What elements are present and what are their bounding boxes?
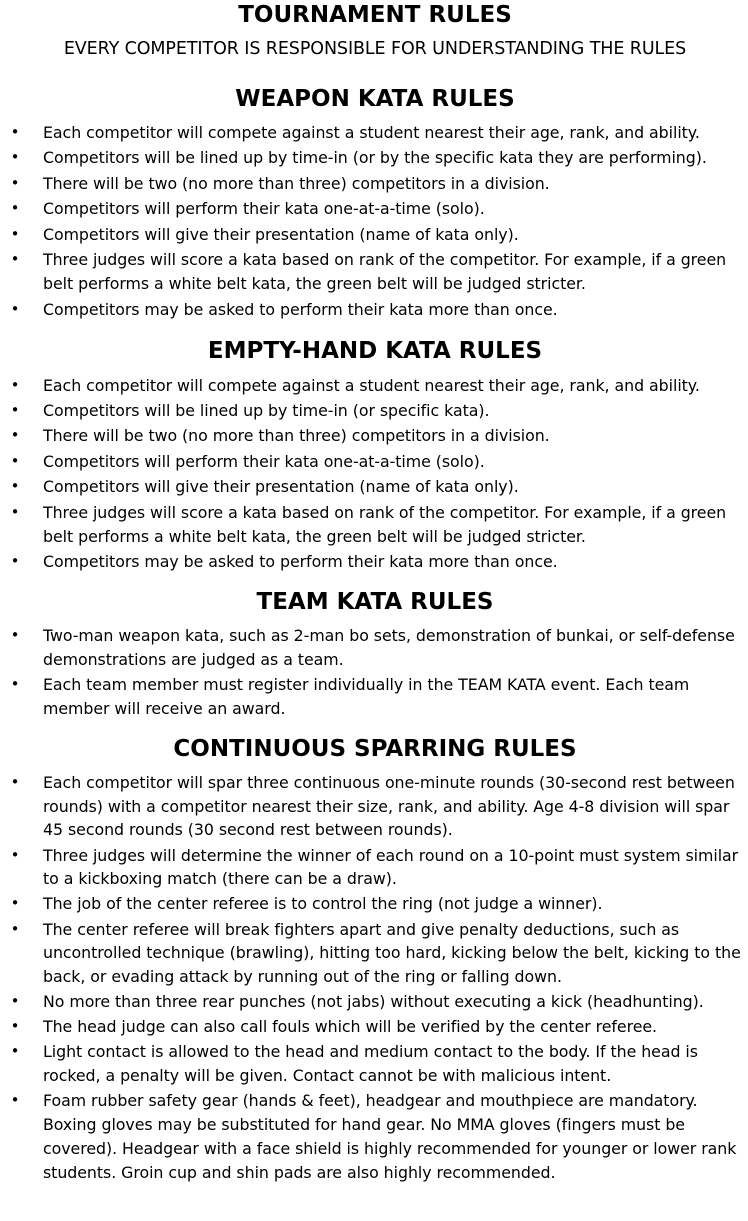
bullet-icon: • bbox=[10, 477, 20, 496]
rule-item bbox=[6, 501, 744, 549]
bullet-icon: • bbox=[10, 375, 20, 394]
document-subtitle: EVERY COMPETITOR IS RESPONSIBLE FOR UNDERSTANDING THE RULES bbox=[63, 39, 687, 59]
rule-text: Three judges will score a kata based on rank of the competitor. For example, if a green belt performs a white belt kata, the green belt will be judged stricter. bbox=[43, 250, 727, 294]
rule-text: No more than three rear punches (not jabs) without executing a kick (headhunting). bbox=[43, 992, 704, 1012]
rule-text: Three judges will score a kata based on rank of the competitor. For example, if a green belt performs a white belt kata, the green belt will be judged stricter. bbox=[43, 502, 727, 546]
empty-hand-kata-section bbox=[6, 337, 744, 575]
section-heading-empty-hand-kata: EMPTY-HAND KATA RULES bbox=[207, 337, 543, 364]
bullet-icon: • bbox=[10, 1091, 20, 1110]
rule-text: The head judge can also call fouls which will be verified by the center referee. bbox=[43, 1017, 658, 1037]
bullet-icon: • bbox=[10, 299, 20, 318]
bullet-icon: • bbox=[10, 426, 20, 445]
rule-text: Foam rubber safety gear (hands & feet), headgear and mouthpiece are mandatory. Boxing gloves may be substituted for hand gear. No MMA gloves (fingers must be covered). Headgear with a face shield is highly recommended for younger or lower rank students. Groin cup and shin pads are also highly recommended. bbox=[43, 1091, 737, 1182]
continuous-sparring-rule-list bbox=[6, 771, 744, 1185]
rule-item bbox=[6, 374, 744, 398]
rule-item bbox=[6, 223, 744, 247]
rule-text: Competitors may be asked to perform their kata more than once. bbox=[43, 552, 558, 572]
weapon-kata-section bbox=[6, 85, 744, 322]
bullet-icon: • bbox=[10, 400, 20, 419]
rule-item bbox=[6, 450, 744, 474]
rule-text: Light contact is allowed to the head and medium contact to the body. If the head is rocked, a penalty will be given. Contact cannot be with malicious intent. bbox=[43, 1042, 698, 1086]
bullet-icon: • bbox=[10, 1017, 20, 1036]
rule-text: Competitors will perform their kata one-at-a-time (solo). bbox=[43, 199, 485, 219]
rule-text: Competitors will perform their kata one-at-a-time (solo). bbox=[43, 451, 485, 471]
rule-item bbox=[6, 918, 744, 989]
rule-item bbox=[6, 424, 744, 448]
bullet-icon: • bbox=[10, 1042, 20, 1061]
rule-text: Each team member must register individually in the TEAM KATA event. Each team member will receive an award. bbox=[43, 675, 690, 719]
continuous-sparring-section bbox=[6, 735, 744, 1185]
rule-text: Competitors may be asked to perform their kata more than once. bbox=[43, 299, 558, 319]
rule-item bbox=[6, 475, 744, 499]
section-heading-weapon-kata: WEAPON KATA RULES bbox=[235, 86, 515, 112]
rule-text: There will be two (no more than three) competitors in a division. bbox=[43, 426, 550, 446]
bullet-icon: • bbox=[10, 123, 20, 141]
rule-item bbox=[6, 1040, 744, 1088]
rule-item bbox=[6, 892, 744, 916]
rule-text: Competitors will give their presentation (name of kata only). bbox=[43, 477, 519, 497]
bullet-icon: • bbox=[10, 224, 20, 243]
rule-text: Competitors will be lined up by time-in (or specific kata). bbox=[43, 400, 490, 420]
rule-text: Each competitor will compete against a student nearest their age, rank, and ability. bbox=[43, 123, 700, 142]
empty-hand-kata-rule-list bbox=[6, 374, 744, 575]
rule-item bbox=[6, 771, 744, 842]
rule-item bbox=[6, 673, 744, 721]
bullet-icon: • bbox=[10, 894, 20, 913]
rule-text: Three judges will determine the winner of each round on a 10-point must system similar to a kickboxing match (there can be a draw). bbox=[43, 845, 739, 889]
rule-item bbox=[6, 146, 744, 170]
bullet-icon: • bbox=[10, 502, 20, 521]
rule-item bbox=[6, 197, 744, 221]
team-kata-rule-list bbox=[6, 624, 744, 721]
bullet-icon: • bbox=[10, 250, 20, 269]
section-heading-continuous-sparring: CONTINUOUS SPARRING RULES bbox=[173, 735, 577, 762]
team-kata-section bbox=[6, 588, 744, 721]
rule-item bbox=[6, 248, 744, 296]
rule-item bbox=[6, 1015, 744, 1039]
bullet-icon: • bbox=[10, 992, 20, 1011]
bullet-icon: • bbox=[10, 772, 20, 791]
rule-text: Competitors will give their presentation (name of kata only). bbox=[43, 224, 519, 244]
bullet-icon: • bbox=[10, 173, 20, 192]
document-title: TOURNAMENT RULES bbox=[238, 2, 512, 28]
rule-text: The center referee will break fighters apart and give penalty deductions, such as uncontrolled technique (brawling), hitting too hard, kicking below the belt, kicking to the back, or evading attack by running out of the ring or falling down. bbox=[43, 919, 741, 987]
rule-text: Each competitor will spar three continuous one-minute rounds (30-second rest between rounds) with a competitor nearest their size, rank, and ability. Age 4-8 division will spar 45 second rounds (30 second rest between rounds). bbox=[43, 772, 735, 840]
rule-item bbox=[6, 1089, 744, 1184]
weapon-kata-rule-list bbox=[6, 121, 744, 322]
rule-item bbox=[6, 399, 744, 423]
rule-text: There will be two (no more than three) competitors in a division. bbox=[43, 173, 550, 193]
bullet-icon: • bbox=[10, 626, 20, 644]
rule-item bbox=[6, 624, 744, 672]
rule-item bbox=[6, 172, 744, 196]
rule-item bbox=[6, 990, 744, 1014]
bullet-icon: • bbox=[10, 552, 20, 571]
section-heading-team-kata: TEAM KATA RULES bbox=[256, 589, 494, 615]
rule-item bbox=[6, 298, 744, 322]
rule-text: Two-man weapon kata, such as 2-man bo sets, demonstration of bunkai, or self-defense demonstrations are judged as a team. bbox=[43, 626, 735, 669]
bullet-icon: • bbox=[10, 919, 20, 938]
rule-item bbox=[6, 844, 744, 892]
bullet-icon: • bbox=[10, 148, 20, 167]
bullet-icon: • bbox=[10, 199, 20, 218]
rule-text: Each competitor will compete against a student nearest their age, rank, and ability. bbox=[43, 375, 700, 395]
bullet-icon: • bbox=[10, 845, 20, 864]
bullet-icon: • bbox=[10, 675, 20, 694]
rule-text: The job of the center referee is to control the ring (not judge a winner). bbox=[43, 894, 603, 914]
rule-item bbox=[6, 121, 744, 145]
rule-text: Competitors will be lined up by time-in (or by the specific kata they are performing). bbox=[43, 148, 707, 168]
rule-item bbox=[6, 550, 744, 574]
bullet-icon: • bbox=[10, 451, 20, 470]
